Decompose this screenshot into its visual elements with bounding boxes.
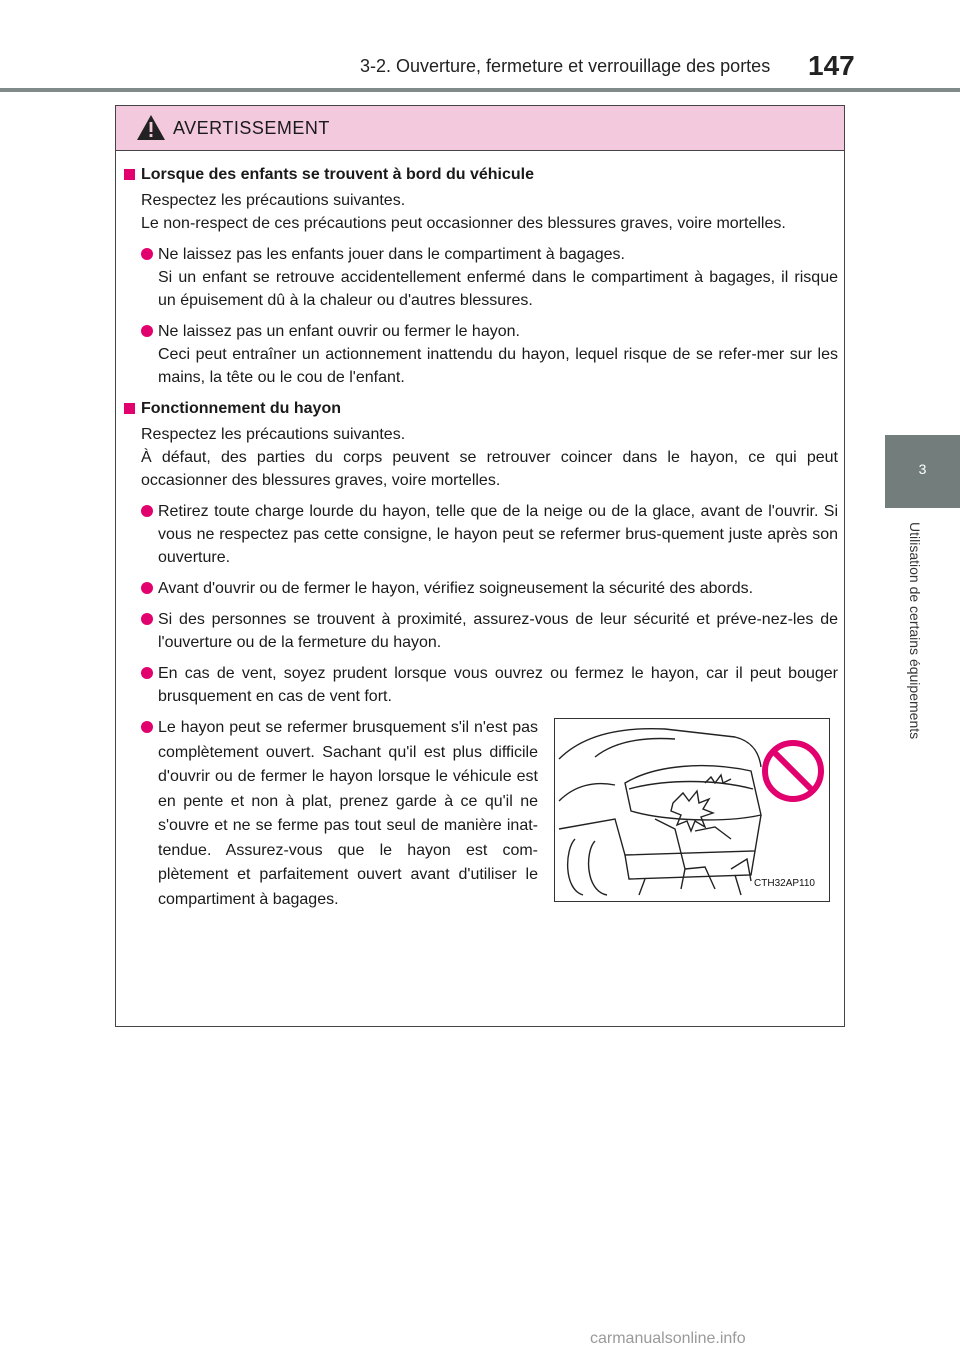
chapter-tab xyxy=(885,435,960,508)
warning-triangle-icon xyxy=(136,114,166,141)
bullet-text: Ne laissez pas les enfants jouer dans le compartiment à bagages. Si un enfant se retrouve accidentellement enfermé dans le compartiment à bagages, il risque un épuisement dû à la chaleur ou d'autres blessures. xyxy=(158,246,838,309)
section-heading xyxy=(124,397,838,420)
round-bullet-icon xyxy=(141,325,153,337)
bullet-text: Avant d'ouvrir ou de fermer le hayon, vérifiez soigneusement la sécurité des abords. xyxy=(158,580,754,597)
warning-box xyxy=(115,105,845,1027)
bullet-text: Si des personnes se trouvent à proximité, assurez-vous de leur sécurité et préve-nez-les de l'ouverture ou de la fermeture du hayon. xyxy=(158,611,838,651)
bullet-item xyxy=(124,716,538,912)
footer-watermark: carmanualsonline.info xyxy=(590,1330,746,1347)
chapter-title-vertical xyxy=(885,510,960,810)
tailgate-illustration xyxy=(554,718,830,902)
round-bullet-icon xyxy=(141,667,153,679)
warning-content xyxy=(124,163,838,946)
section-heading xyxy=(124,163,838,186)
warning-label: AVERTISSEMENT xyxy=(173,118,330,138)
warning-header xyxy=(116,106,844,151)
bullet-item xyxy=(124,243,838,312)
square-bullet-icon xyxy=(124,403,135,414)
page-number: 147 xyxy=(808,50,855,81)
bullet-text: En cas de vent, soyez prudent lorsque vous ouvrez ou fermez le hayon, car il peut bouger brusquement en cas de vent fort. xyxy=(158,665,838,705)
round-bullet-icon xyxy=(141,582,153,594)
page-header xyxy=(0,0,960,95)
intro-text: Respectez les précautions suivantes. Le non-respect de ces précautions peut occasionner des blessures graves, voire mortelles. xyxy=(141,192,786,232)
round-bullet-icon xyxy=(141,613,153,625)
bullet-item xyxy=(124,500,838,569)
bullet-item xyxy=(124,320,838,389)
bullet-text: Ne laissez pas un enfant ouvrir ou fermer le hayon. Ceci peut entraîner un actionnement inattendu du hayon, lequel risque de se refer-mer sur les mains, la tête ou le cou de l'enfant. xyxy=(158,323,838,386)
figure-code: CTH32AP110 xyxy=(754,878,815,889)
bullet-text: Le hayon peut se refermer brusquement s'il n'est pas complètement ouvert. Sachant qu'il est plus difficile d'ouvrir ou de fermer le hayon lorsque le véhicule est en pente et non à plat, prenez garde à ce qu'il ne s'ouvre et ne se ferme pas tout seul de manière inat-tendue. Assurez-vous que le hayon est com-plètement et parfaitement ouvert avant d'utiliser le compartiment à bagages. xyxy=(158,719,538,908)
section-title: 3-2. Ouverture, fermeture et verrouillage des portes xyxy=(360,56,771,76)
section-intro xyxy=(124,423,838,492)
intro-text: Respectez les précautions suivantes. À défaut, des parties du corps peuvent se retrouver coincer dans le hayon, ce qui peut occasionner des blessures graves, voire mortelles. xyxy=(141,426,838,489)
bullet-item xyxy=(124,608,838,654)
figure-row xyxy=(124,716,838,946)
round-bullet-icon xyxy=(141,721,153,733)
bullet-item xyxy=(124,577,838,600)
bullet-item xyxy=(124,662,838,708)
bullet-text: Retirez toute charge lourde du hayon, telle que de la neige ou de la glace, avant de l'ouvrir. Si vous ne respectez pas cette consigne, le hayon peut se refermer brus-quement juste après son ouverture. xyxy=(158,503,838,566)
chapter-title: Utilisation de certains équipements xyxy=(907,522,923,740)
section-title-tailgate: Fonctionnement du hayon xyxy=(141,400,341,417)
chapter-number: 3 xyxy=(918,461,927,477)
section-intro xyxy=(124,189,838,235)
square-bullet-icon xyxy=(124,169,135,180)
round-bullet-icon xyxy=(141,248,153,260)
round-bullet-icon xyxy=(141,505,153,517)
section-title-children: Lorsque des enfants se trouvent à bord du véhicule xyxy=(141,166,534,183)
header-rule xyxy=(0,88,960,92)
